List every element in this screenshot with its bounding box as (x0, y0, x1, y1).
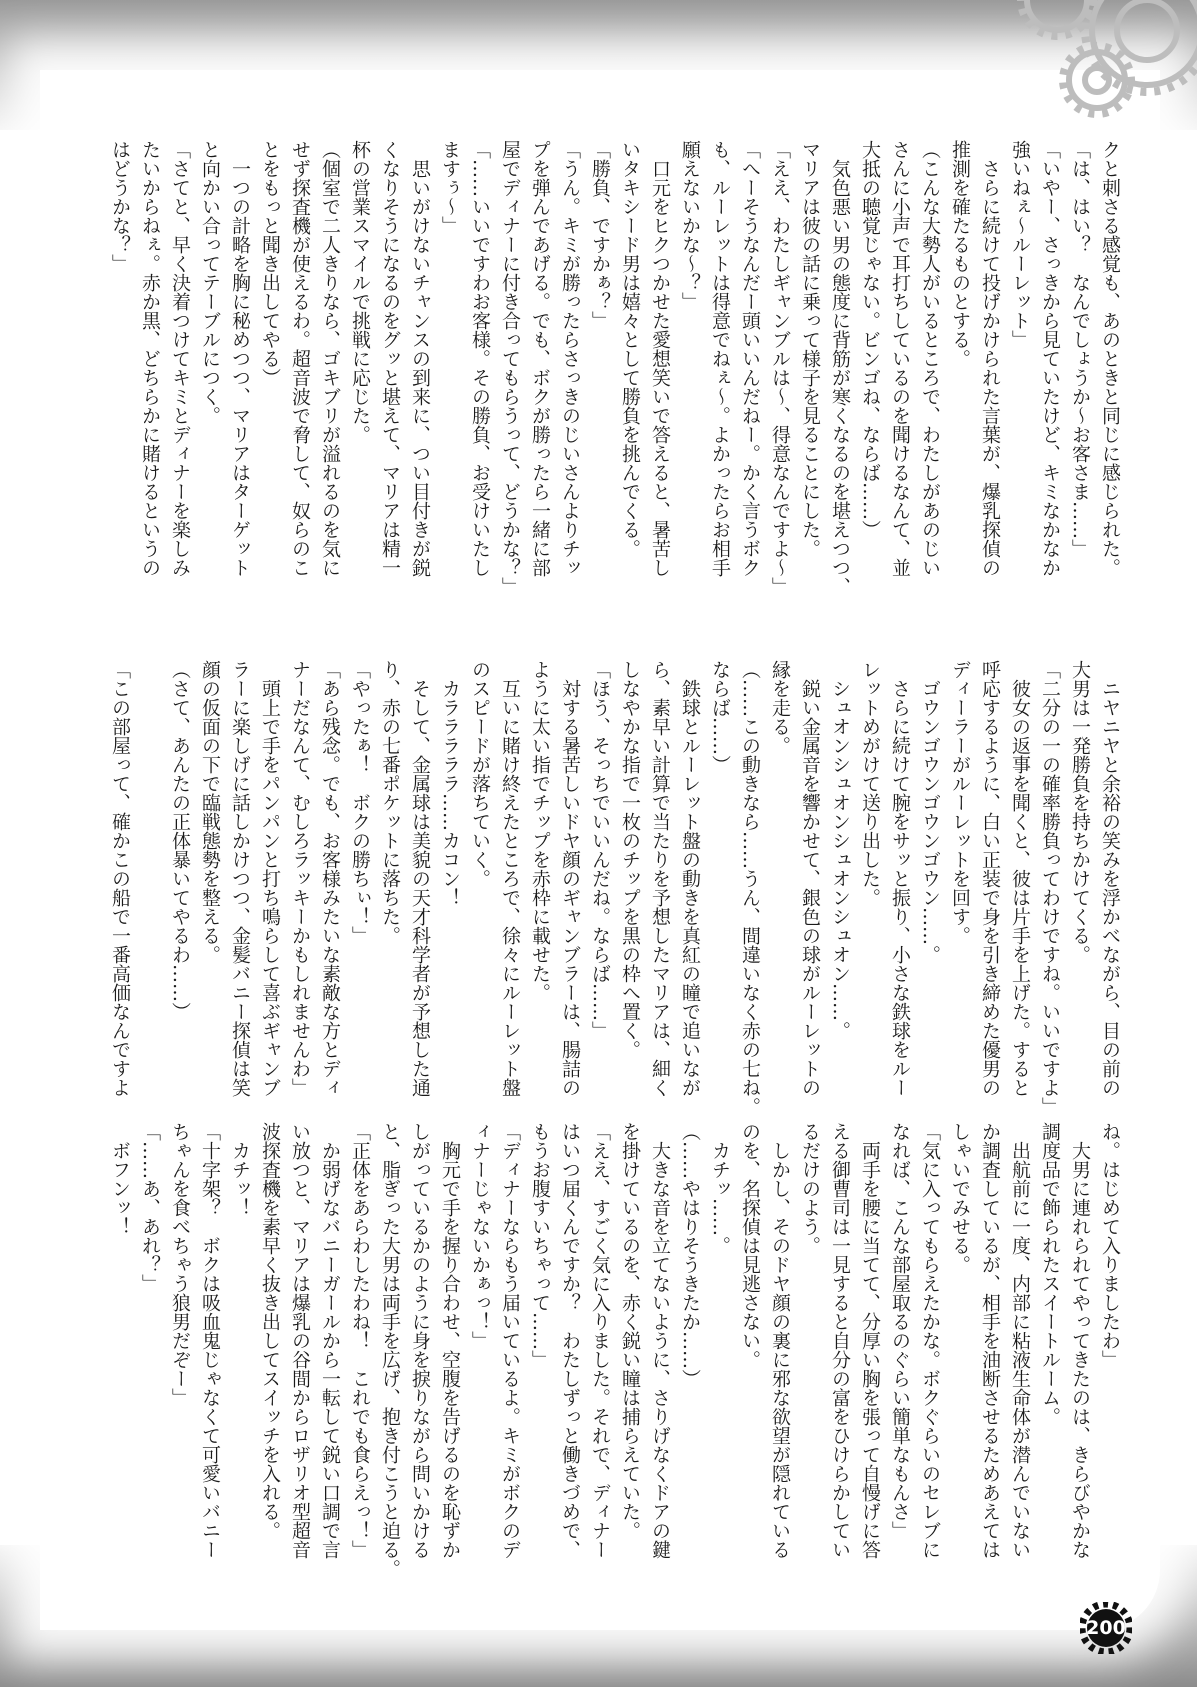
text-line: カチッ……。 (709, 1122, 731, 1255)
text-line: しなやかな指で一枚のチップを黒の枠へ置く。 (619, 660, 641, 1059)
text-line: 「は、はい？ なんでしょうか～お客さま……」 (1069, 140, 1091, 558)
text-line: もうお腹すいちゃって……」 (529, 1122, 551, 1369)
text-line: しかし、そのドヤ顔の裏に邪な欲望が隠れている (769, 1122, 791, 1559)
text-line: ニヤニヤと余裕の笑みを浮かべながら、目の前の (1099, 660, 1121, 1097)
text-block-middle (105, 660, 1125, 1130)
text-block-bottom (105, 1122, 1125, 1592)
text-line: いタキシード男は嬉々として勝負を挑んでくる。 (619, 140, 641, 558)
text-line: 波探査機を素早く抜き出してスイッチを入れる。 (259, 1122, 281, 1540)
text-line: か弱げなバニーガールから一転して鋭い口調で言 (319, 1122, 341, 1559)
page-number: 200 (1086, 1617, 1126, 1639)
text-line: マリアは彼の話に乗って様子を見ることにした。 (799, 140, 821, 558)
text-line: 「この部屋って、確かこの船で一番高価なんですよ (109, 660, 131, 1097)
text-line: ラーに楽しげに話しかけつつ、金髪バニー探偵は笑 (229, 660, 251, 1097)
gears-decoration-icon (897, 0, 1197, 160)
text-line: ら、素早い計算で当たりを予想したマリアは、細く (649, 660, 671, 1097)
text-line: 「ディナーならもう届いているよ。キミがボクのデ (499, 1122, 521, 1559)
text-line: ならば……） (709, 660, 731, 774)
text-line: と向かい合ってテーブルにつく。 (199, 140, 221, 425)
text-line (135, 660, 165, 1130)
text-line: とをもっと聞き出してやる） (259, 140, 281, 387)
text-line: 調度品で飾られたスイートルーム。 (1039, 1122, 1061, 1426)
text-line: 「……あ、あれ？」 (139, 1122, 161, 1293)
text-line: カラララララ……カコン！ (439, 660, 461, 907)
text-line: 鉄球とルーレット盤の動きを真紅の瞳で追いなが (679, 660, 701, 1097)
text-line: を掛けているのを、赤く鋭い瞳は捕らえていた。 (619, 1122, 641, 1540)
text-line: ディーラーがルーレットを回す。 (949, 660, 971, 945)
text-line: 推測を確たるものとする。 (949, 140, 971, 368)
text-line: 縁を走る。 (769, 660, 791, 755)
text-line: ゴウンゴウンゴウンゴウン……。 (919, 660, 941, 964)
text-line: 一つの計略を胸に秘めつつ、マリアはターゲット (229, 140, 251, 577)
text-line: カチッ！ (229, 1122, 251, 1217)
text-line: 大きな音を立てないように、さりげなくドアの鍵 (649, 1122, 671, 1559)
text-line: さらに続けて腕をサッと振り、小さな鉄球をルー (889, 660, 911, 1097)
text-line: 頭上で手をパンパンと打ち鳴らして喜ぶギャンブ (259, 660, 281, 1097)
text-line: 「ええ、わたしギャンブルは～、得意なんですよ～」 (769, 140, 791, 596)
text-line: たいからねぇ。赤か黒、どちらかに賭けるというの (139, 140, 161, 577)
text-line: 「気に入ってもらえたかな。ボクぐらいのセレブに (919, 1122, 941, 1559)
text-line: 顔の仮面の下で臨戦態勢を整える。 (199, 660, 221, 964)
text-line: 「二分の一の確率勝負ってわけですね。いいですよ」 (1039, 660, 1061, 1116)
text-line: 思いがけないチャンスの到来に、つい目付きが鋭 (409, 140, 431, 577)
text-line: り、赤の七番ポケットに落ちた。 (379, 660, 401, 945)
text-line: シュオンシュオンシュオンシュオン……。 (829, 660, 851, 1040)
text-line: と、脂ぎった大男は両手を広げ、抱き付こうと迫る。 (379, 1122, 401, 1578)
text-block-top (105, 140, 1125, 610)
text-line: レットめがけて送り出した。 (859, 660, 881, 907)
text-line: ね。はじめて入りましたわ」 (1099, 1122, 1121, 1369)
text-line: ように太い指でチップを赤枠に載せた。 (529, 660, 551, 1002)
text-line: ィナーじゃないかぁっ！」 (469, 1122, 491, 1350)
text-line: るだけのよう。 (799, 1122, 821, 1255)
text-line: ますぅ～」 (439, 140, 461, 235)
text-line: 強いねぇ～ルーレット」 (1009, 140, 1031, 349)
text-line: せず探査機が使えるわ。超音波で脅して、奴らのこ (289, 140, 311, 577)
text-line: クと刺さる感覚も、あのときと同じに感じられた。 (1099, 140, 1121, 577)
text-line: 両手を腰に当てて、分厚い胸を張って自慢げに答 (859, 1122, 881, 1559)
text-line: 杯の営業スマイルで挑戦に応じた。 (349, 140, 371, 444)
text-line: 「あら残念。でも、お客様みたいな素敵な方とディ (319, 660, 341, 1097)
text-line: 「勝負、ですかぁ？」 (589, 140, 611, 330)
text-line: 「さてと、早く決着つけてキミとディナーを楽しみ (169, 140, 191, 577)
text-line: 屋でディナーに付き合ってもらうって、どうかな？」 (499, 140, 521, 596)
text-line: 「へーそうなんだー頭いいんだねー。かく言うボク (739, 140, 761, 577)
page-number-badge (1080, 1602, 1132, 1654)
text-line: （……やはりそうきたか……） (679, 1122, 701, 1388)
text-line: 「十字架？ ボクは吸血鬼じゃなくて可愛いバニー (199, 1122, 221, 1559)
text-line: さんに小声で耳打ちしているのを聞けるなんて、並 (889, 140, 911, 577)
text-line: そして、金属球は美貌の天才科学者が予想した通 (409, 660, 431, 1097)
text-line: しゃいでみせる。 (949, 1122, 971, 1274)
text-line: しがっているかのように身を捩りながら問いかける (409, 1122, 431, 1559)
text-line: 「ええ、すごく気に入りました。それで、ディナー (589, 1122, 611, 1559)
text-line: 大男に連れられてやってきたのは、きらびやかな (1069, 1122, 1091, 1559)
text-line: さらに続けて投げかけられた言葉が、爆乳探偵の (979, 140, 1001, 577)
text-line: 胸元で手を握り合わせ、空腹を告げるのを恥ずか (439, 1122, 461, 1559)
text-line: 「……いいですわお客様。その勝負、お受けいたし (469, 140, 491, 577)
text-line: える御曹司は一見すると自分の富をひけらかしてい (829, 1122, 851, 1559)
text-line: 出航前に一度、内部に粘液生命体が潜んでいない (1009, 1122, 1031, 1559)
text-line: のスピードが落ちていく。 (469, 660, 491, 888)
text-line: （こんな大勢人がいるところで、わたしがあのじい (919, 140, 941, 577)
text-line: 大抵の聴覚じゃない。ビンゴね、ならば……） (859, 140, 881, 539)
text-line: はどうかな？」 (109, 140, 131, 273)
text-line: 彼女の返事を聞くと、彼は片手を上げた。すると (1009, 660, 1031, 1097)
text-line: （……この動きなら……うん、間違いなく赤の七ね。 (739, 660, 761, 1116)
text-line: プを弾んであげる。でも、ボクが勝ったら一緒に部 (529, 140, 551, 577)
text-line: 対する暑苦しいドヤ顔のギャンブラーは、腸詰の (559, 660, 581, 1097)
text-line: 「やったぁ！ ボクの勝ちぃ！」 (349, 660, 371, 945)
text-line: のを、名探偵は見逃さない。 (739, 1122, 761, 1369)
text-line: 口元をヒクつかせた愛想笑いで答えると、暑苦し (649, 140, 671, 577)
text-line: （個室で二人きりなら、ゴキブリが溢れるのを気に (319, 140, 341, 577)
text-line: はいつ届くんですか？ わたしずっと働きづめで、 (559, 1122, 581, 1559)
text-line: 大男は一発勝負を持ちかけてくる。 (1069, 660, 1091, 964)
text-line: くなりそうになるのをグッと堪えて、マリアは精一 (379, 140, 401, 577)
text-line: も、ルーレットは得意でねぇ～。よかったらお相手 (709, 140, 731, 577)
text-line: 気色悪い男の態度に背筋が寒くなるのを堪えつつ、 (829, 140, 851, 596)
text-line: 鋭い金属音を響かせて、銀色の球がルーレットの (799, 660, 821, 1097)
text-line: 「正体をあらわしたわね！ これでも食らえっ！」 (349, 1122, 371, 1559)
text-line: なれば、こんな部屋取るのぐらい簡単なもんさ」 (889, 1122, 911, 1540)
text-line: 互いに賭け終えたところで、徐々にルーレット盤 (499, 660, 521, 1097)
text-line: 「いやー、さっきから見ていたけど、キミなかなか (1039, 140, 1061, 577)
text-line: 「ほう、そっちでいいんだね。ならば……」 (589, 660, 611, 1040)
text-line: ナーだなんて、むしろラッキーかもしれませんわ」 (289, 660, 311, 1097)
text-line: か調査しているが、相手を油断させるためあえては (979, 1122, 1001, 1559)
text-line: （さて、あんたの正体暴いてやるわ……） (169, 660, 191, 1021)
text-line: 「うん。キミが勝ったらさっきのじいさんよりチッ (559, 140, 581, 577)
text-line: ボフンッ！ (109, 1122, 131, 1236)
text-line: 願えないかな～？」 (679, 140, 701, 311)
text-line: ちゃんを食べちゃう狼男だぞー」 (169, 1122, 191, 1407)
text-line: い放つと、マリアは爆乳の谷間からロザリオ型超音 (289, 1122, 311, 1559)
text-line: 呼応するように、白い正装で身を引き締めた優男の (979, 660, 1001, 1097)
